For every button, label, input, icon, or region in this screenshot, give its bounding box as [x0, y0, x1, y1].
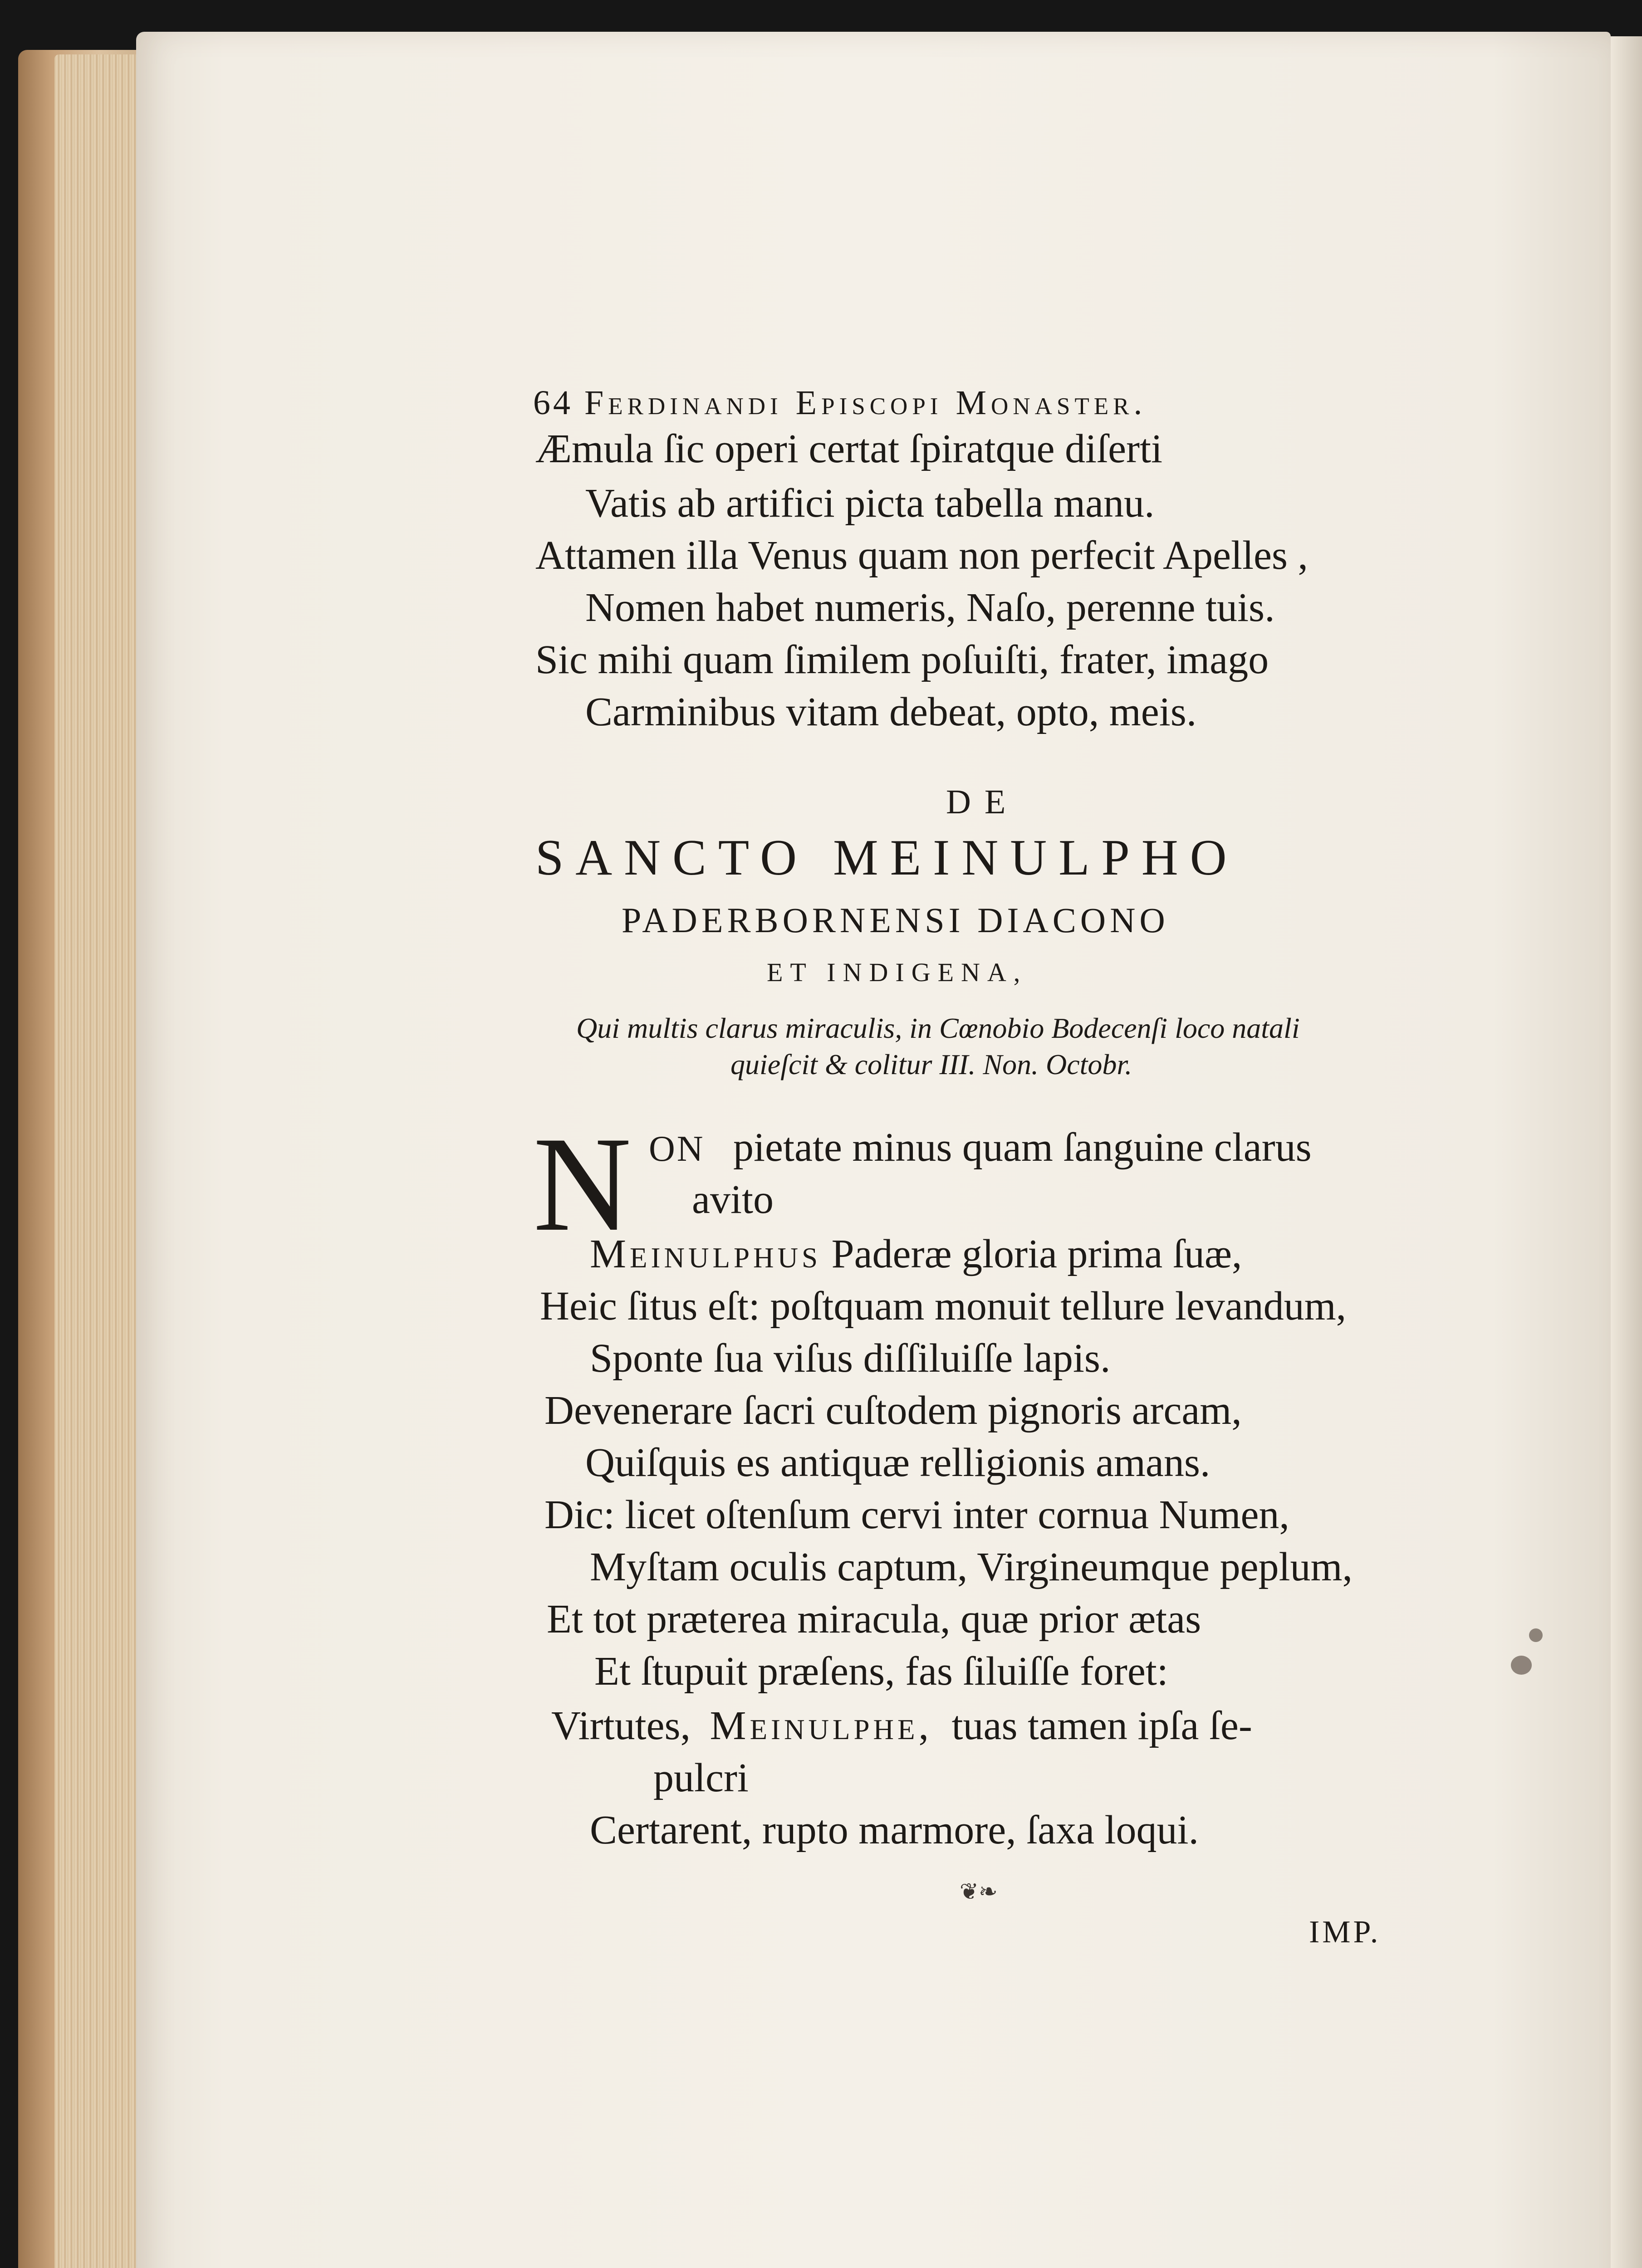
drop-cap: N: [533, 1109, 632, 1259]
line2-rest: Paderæ gloria prima ſuæ,: [831, 1232, 1242, 1276]
title-line-2: PADERBORNENSI DIACONO: [622, 900, 1169, 940]
title-de: DE: [946, 783, 1020, 821]
poem2-line-6: Quiſquis es antiquæ relligionis amans.: [585, 1440, 1211, 1485]
title-line-3: ET INDIGENA,: [767, 958, 1028, 987]
first-word-small-caps: ON: [649, 1129, 705, 1169]
poem2-line-1-cont: avito: [692, 1177, 774, 1222]
poem2-line-12: Certarent, rupto marmore, ſaxa loqui.: [590, 1808, 1199, 1853]
poem1-line-4: Nomen habet numeris, Naſo, perenne tuis.: [585, 585, 1275, 630]
poem2-line-9: Et tot præterea miracula, quæ prior ætas: [547, 1597, 1201, 1642]
meinulphe-name: Meinulphe,: [710, 1703, 933, 1748]
title-line-1: SANCTO MEINULPHO: [535, 830, 1239, 886]
poem1-line-2: Vatis ab artifici picta tabella manu.: [585, 481, 1155, 526]
running-header: [533, 386, 1147, 420]
poem2-line-11-cont: pulcri: [653, 1755, 749, 1800]
poem1-line-5: Sic mihi quam ſimilem poſuiſti, frater, imago: [535, 637, 1269, 682]
virtutes-rest: tuas tamen ipſa ſe-: [951, 1703, 1252, 1748]
subtitle-line-2: quieſcit & colitur III. Non. Octobr.: [730, 1048, 1132, 1080]
subtitle-line-1: Qui multis clarus miraculis, in Cœnobio Bodecenſi loco natali: [576, 1012, 1300, 1044]
poem2-line-4: Sponte ſua viſus diſſiluiſſe lapis.: [590, 1336, 1111, 1381]
poem2-line-11: [551, 1703, 1252, 1748]
poem2-line-2: [590, 1234, 1242, 1275]
catchword: IMP.: [1309, 1915, 1381, 1950]
poem2-line-8: Myſtam oculis captum, Virgineumque peplum,: [590, 1545, 1353, 1589]
running-title: Ferdinandi Episcopi Monaster.: [584, 384, 1147, 422]
poem2-line-10: Et ſtupuit præſens, fas ſiluiſſe foret:: [594, 1649, 1168, 1694]
page-number: 64: [533, 384, 573, 422]
ink-stain-small: [1529, 1628, 1543, 1642]
first-line-rest: pietate minus quam ſanguine clarus: [733, 1125, 1312, 1170]
poem2-line-3: Heic ſitus eſt: poſtquam monuit tellure levandum,: [540, 1284, 1347, 1329]
poem2-line-7: Dic: licet oſtenſum cervi inter cornua Numen,: [544, 1492, 1289, 1537]
poem2-line-5: Devenerare ſacri cuſtodem pignoris arcam,: [544, 1388, 1242, 1433]
poem2-line-1: [649, 1127, 1312, 1168]
poem1-line-6: Carminibus vitam debeat, opto, meis.: [585, 689, 1197, 734]
meinulphus-name: Meinulphus: [590, 1232, 822, 1276]
poem1-line-1: Æmula ſic operi certat ſpiratque diſerti: [535, 426, 1162, 471]
virtutes-word: Virtutes,: [551, 1703, 691, 1748]
ornament-icon: ❦❧: [960, 1879, 998, 1904]
ink-stain: [1511, 1656, 1532, 1675]
poem1-line-3: Attamen illa Venus quam non perfecit Apelles ,: [535, 533, 1308, 578]
